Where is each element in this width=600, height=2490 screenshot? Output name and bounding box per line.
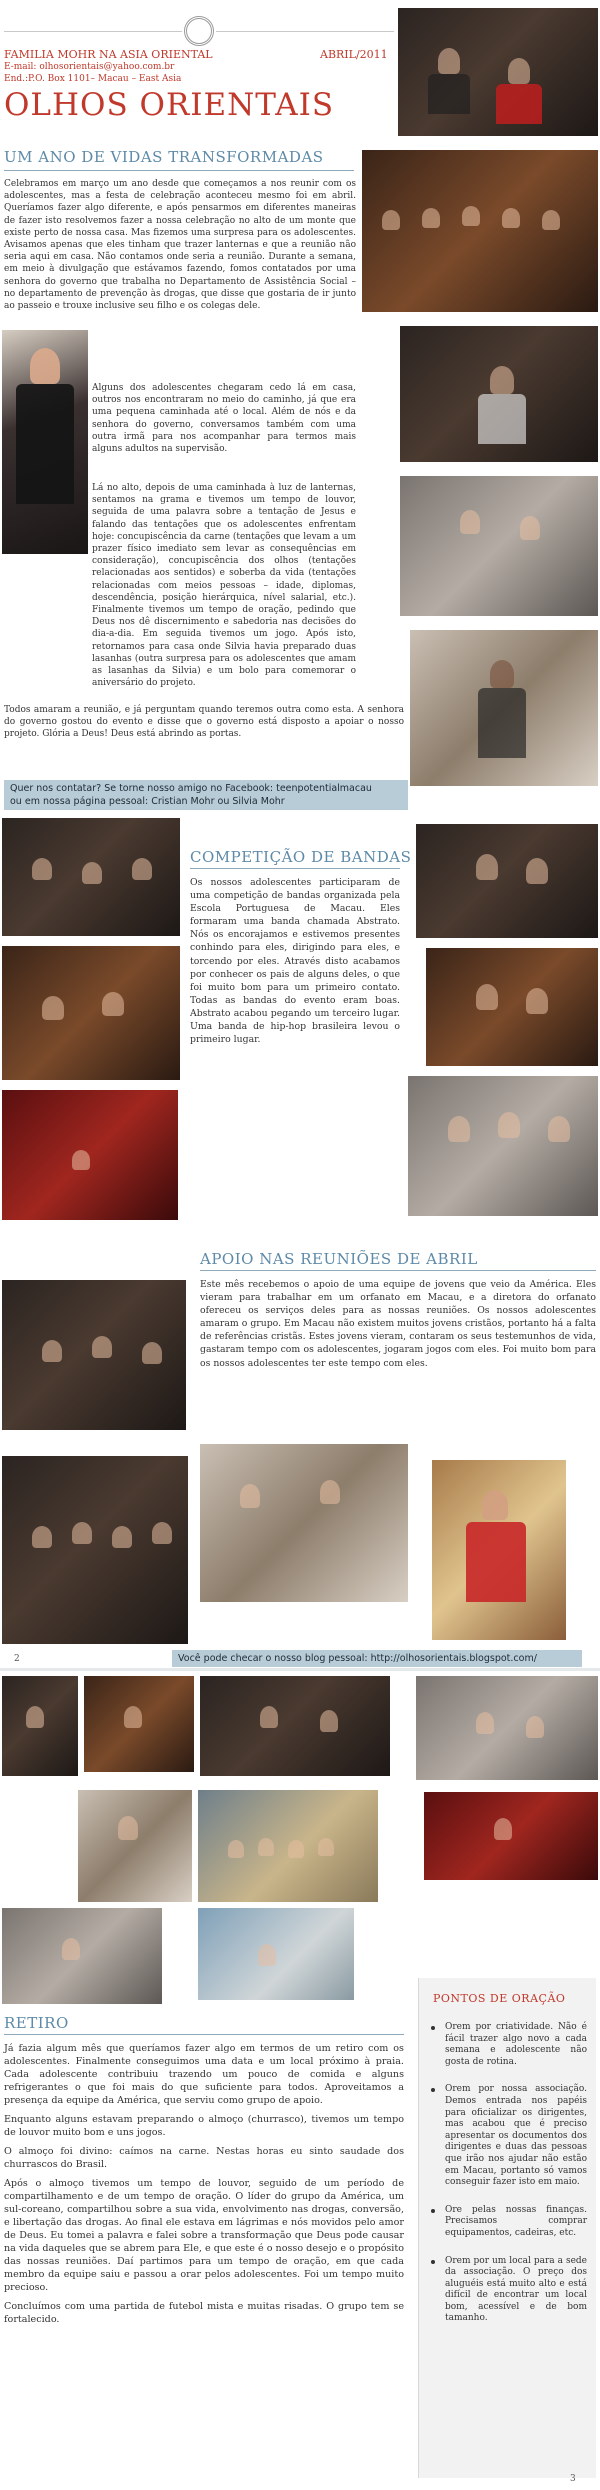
prayer-points-sidebar <box>418 1978 596 2478</box>
blog-banner-text[interactable]: Você pode checar o nosso blog pessoal: http://olhosorientais.blogspot.com/ <box>178 1653 537 1664</box>
header-address: End.:P.O. Box 1101– Macau – East Asia <box>4 74 182 84</box>
section-body-vidas <box>4 178 356 318</box>
section-rule-apoio <box>200 1270 596 1271</box>
page-divider <box>0 1668 600 1671</box>
section-heading-vidas: UM ANO DE VIDAS TRANSFORMADAS <box>4 148 324 166</box>
prayer-point <box>431 2022 587 2068</box>
prayer-points-list <box>431 2022 587 2341</box>
section-rule-bandas <box>190 868 400 869</box>
photo-retiro-2 <box>84 1676 194 1772</box>
header-rule-left <box>4 31 182 32</box>
vidas-paragraph-4: Todos amaram a reunião, e já perguntam quando teremos outra como esta. A senhora do governo gostou do evento e disse que o governo está disposto a apoiar o nosso projeto. Glória a Deus! Deus está abrindo as portas. <box>4 705 404 740</box>
facebook-banner <box>4 780 408 810</box>
retiro-paragraph-2: Enquanto alguns estavam preparando o almoço (churrasco), tivemos um tempo de louvor muito bom e uns jogos. <box>4 2114 404 2138</box>
photo-dinner-table <box>400 476 598 616</box>
section-body-vidas-end <box>4 704 404 747</box>
prayer-points-title: PONTOS DE ORAÇÃO <box>433 1992 566 2005</box>
vidas-paragraph-2: Alguns dos adolescentes chegaram cedo lá em casa, outros nos encontraram no meio do caminho, já que era uma pequena caminhada até o local. Além de nós e da senhora do governo, conversamos também com uma outra irmã para nos acompanhar para termos mais alguns adultos na supervisão. <box>92 383 356 455</box>
photo-band-crowd <box>2 946 180 1080</box>
page-number-2: 2 <box>14 1654 20 1664</box>
section-heading-retiro: RETIRO <box>4 2014 69 2032</box>
photo-cake-celebration <box>410 630 598 786</box>
photo-retiro-3 <box>200 1676 390 1776</box>
vidas-paragraph-3: Lá no alto, depois de uma caminhada à luz de lanternas, sentamos na grama e tivemos um tempo de louvor, seguida de uma palavra sobre a tentação de Jesus e falando das tentações que os adolescentes enfrentam hoje: concupiscência da carne (tentações que levam a um prazer físico imediato sem levar as consequências em consideração), concupiscência dos olhos (tentações relacionadas aos sentidos) e soberba da vida (tentações relacionadas com meios pessoas – idade, diplomas, descendência, posição hierárquica, nível salarial, etc.). Finalmente tivemos um tempo de oração, pedindo que Deus nos dê discernimento e sabedoria nas decisões do dia-a-dia. Em seguida tivemos um jogo. Após isto, retornamos para casa onde Silvia havia preparado duas lasanhas (outra surpresa para os adolescentes que amam as lasanhas da Silvia) e um bolo para comemorar o aniversário do projeto. <box>92 483 356 689</box>
photo-retiro-bbq <box>78 1790 192 1902</box>
masthead-logo <box>184 16 214 46</box>
photo-retiro-beach-group <box>198 1790 378 1902</box>
photo-band-stage <box>2 1090 178 1220</box>
section-body-apoio: Este mês recebemos o apoio de uma equipe de jovens que veio da América. Eles vieram para trabalhar em um orfanato em Macau, e a diretora do orfanato ofereceu os serviços deles para as nossas reuniões. Os nossos adolescentes amaram o grupo. Em Macau não existem muitos jovens cristãos, portanto há a falta de referências cristãs. Estes jovens vieram, contaram os seus testemunhos de vida, gastaram tempo com os adolescentes, jogaram jogos com eles. Foi muito bom para os nossos adolescentes ter este tempo com eles. <box>200 1279 596 1369</box>
prayer-point-text: Ore pelas nossas finanças. Precisamos comprar equipamentos, cadeiras, etc. <box>445 2204 587 2238</box>
section-body-bandas: Os nossos adolescentes participaram de uma competição de bandas organizada pela Escola Portuguesa de Macau. Eles formaram uma banda chamada Abstrato. Nós os encorajamos e estivemos presentes conhindo para eles, dirigindo para eles, e torcendo por eles. Através disto acabamos por conhecer os pais de alguns deles, o que foi muito bom para um primeiro contato. Todas as bandas do evento eram boas. Abstrato acabou pegando um terceiro lugar. Uma banda de hip-hop brasileira levou o primeiro lugar. <box>190 877 400 1046</box>
prayer-point <box>431 2084 587 2188</box>
retiro-paragraph-5: Concluímos com uma partida de futebol mista e muitas risadas. O grupo tem se fortalecido. <box>4 2301 404 2325</box>
blog-banner <box>172 1650 582 1667</box>
photo-apoio-group <box>2 1456 188 1644</box>
photo-retiro-6 <box>198 1908 354 2000</box>
header-date: ABRIL/2011 <box>320 48 388 61</box>
section-heading-apoio: APOIO NAS REUNIÕES DE ABRIL <box>200 1250 478 1268</box>
prayer-point-text: Orem por nossa associação. Demos entrada nos papéis para oficializar os dirigentes, mas acabou que é preciso apresentar os documentos dos dirigentes e duas das pessoas que irão nos ajudar não estão em Macau, portanto só vamos conseguir fazer isto em maio. <box>445 2084 587 2188</box>
photo-retiro-5 <box>2 1908 162 2004</box>
retiro-paragraph-3: O almoço foi divino: caímos na carne. Nestas horas eu sinto saudade dos churrascos do Brasil. <box>4 2146 404 2170</box>
header-rule-right <box>216 31 394 32</box>
photo-apoio-food <box>432 1460 566 1640</box>
prayer-point-text: Orem por criatividade. Não é fácil trazer algo novo a cada semana e adolescente não gosta de rotina. <box>445 2022 587 2067</box>
header-family: FAMILIA MOHR NA ASIA ORIENTAL <box>4 48 213 61</box>
photo-apoio-meeting <box>2 1280 186 1430</box>
section-rule-vidas <box>4 170 354 171</box>
vidas-paragraph-1: Celebramos em março um ano desde que começamos a nos reunir com os adolescentes, mas a festa de celebração aconteceu mesmo foi em abril. Queríamos fazer algo diferente, e após pensarmos em diferentes maneiras de fazer isto resolvemos fazer a nossa celebração no alto de um monte que existe perto de nossa casa. Mas fizemos uma surpresa para os adolescentes. Avisamos apenas que eles tinham que trazer lanternas e que a reunião não seria aqui em casa. Não contamos onde seria a reunião. Durante a semana, em meio à divulgação que estávamos fazendo, fomos contatados por uma senhora do governo que trabalha no Departamento de Assistência Social – no departamento de prevenção às drogas, que disse que gostaria de ir junto ao passeio e trouxe inclusive seu filho e os colegas dele. <box>4 179 356 312</box>
photo-hilltop-night-group <box>362 150 598 312</box>
photo-teens-group-1 <box>398 8 598 136</box>
page-title: OLHOS ORIENTAIS <box>4 87 335 123</box>
section-body-retiro <box>4 2042 404 2332</box>
photo-band-teens-2 <box>426 948 598 1066</box>
prayer-point <box>431 2256 587 2326</box>
prayer-point <box>431 2205 587 2240</box>
section-rule-retiro <box>4 2034 404 2035</box>
photo-band-audience <box>2 818 180 936</box>
prayer-point-text: Orem por um local para a sede da associação. O preço dos aluguéis está muito alto e está difícil de encontrar um local bom, acessível e de bom tamanho. <box>445 2255 587 2324</box>
photo-woman-portrait <box>2 330 88 554</box>
photo-retiro-4 <box>416 1676 598 1780</box>
photo-hilltop-night-sitting <box>400 326 598 462</box>
retiro-paragraph-4: Após o almoço tivemos um tempo de louvor, seguido de um período de compartilhamento e de um tempo de oração. O líder do grupo da América, um sul-coreano, compartilhou sobre a sua vida, envolvimento nas drogas, conversão, e libertação das drogas. Ao final ele estava em lágrimas e nós movidos pelo amor de Deus. Eu tomei a palavra e falei sobre a transformação que Deus pode causar na vida daqueles que se abrem para Ele, e que este é o nosso desejo e o propósito das nossas reuniões. Daí partimos para um tempo de oração, em que cada membro da equipe saiu e passou a orar pelos adolescentes. Foi um tempo muito precioso. <box>4 2178 404 2293</box>
retiro-paragraph-1: Já fazia algum mês que queríamos fazer algo em termos de um retiro com os adolescentes. Finalmente conseguimos uma data e um local próximo à praia. Cada adolescente contribuiu trazendo um pouco de comida e alguns refrigerantes o que foi mais do que suficiente para todos. Aproveitamos a presença da equipe da América, que serviu como grupo de apoio. <box>4 2043 404 2106</box>
header-email: E-mail: olhosorientais@yahoo.com.br <box>4 62 175 72</box>
photo-apoio-games <box>200 1444 408 1602</box>
photo-retiro-prayer <box>424 1792 598 1880</box>
photo-band-teens-1 <box>416 824 598 938</box>
section-body-vidas-wrap <box>92 382 356 461</box>
page-number-3: 3 <box>570 2474 576 2484</box>
photo-retiro-1 <box>2 1676 78 1776</box>
facebook-banner-line-2[interactable]: ou em nossa página pessoal: Cristian Mohr ou Silvia Mohr <box>10 796 285 807</box>
facebook-banner-line-1[interactable]: Quer nos contatar? Se torne nosso amigo no Facebook: teenpotentialmacau <box>10 783 372 794</box>
section-body-vidas-wrap-2 <box>92 482 356 695</box>
photo-band-parents <box>408 1076 598 1216</box>
section-heading-bandas: COMPETIÇÃO DE BANDAS <box>190 848 412 866</box>
